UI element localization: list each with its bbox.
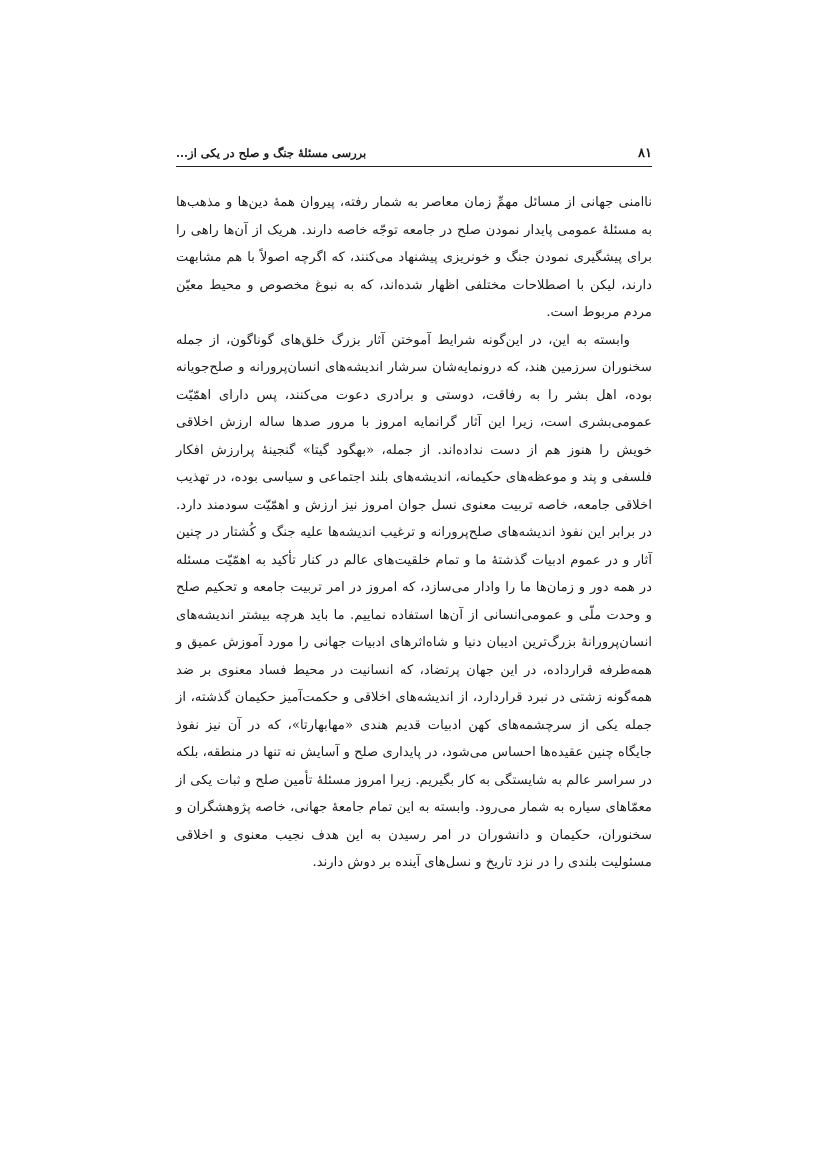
running-header bbox=[176, 140, 652, 168]
header-divider bbox=[176, 166, 652, 167]
page-number: ۸۱ bbox=[638, 146, 652, 161]
paragraph-2: وابسته به این، در این‌گونه شرایط آموختن آثار بزرگ خلق‌های گوناگون، از جمله سخنوران سرزمین هند، که درونمایه‌شان سرشار اندیشه‌های انسان‌پرورانه و صلح‌جویانه بوده، اهل بشر را به رفاقت، دوستی و برادری دعوت می‌کنند، پس دارای اهمّیّت عمومی‌بشری است، زیرا این آثار گرانمایه امروز با مرور صدها ساله ارزش اخلاقی خویش را هنوز هم از دست نداده‌اند. از جمله، «بهگود گیتا» گنجینهٔ پرارزش افکار فلسفی و پند و موعظه‌های حکیمانه، اندیشه‌های بلند اجتماعی و سیاسی بوده، در تهذیب اخلاقی جامعه، خاصه تربیت معنوی نسل جوان امروز نیز ارزش و اهمّیّت سودمند دارد. در برابر این نفوذ اندیشه‌های صلح‌پرورانه و ترغیب اندیشه‌ها علیه جنگ و کُشتار در چنین آثار و در عموم ادبیات گذشتهٔ ما و تمام خلقیت‌های عالم در کنار تأکید به اهمّیّت مسئله در همه دور و زمان‌ها ما را وادار می‌سازد، که امروز در امر تربیت جامعه و تحکیم صلح و وحدت ملّی و عمومی‌انسانی از آن‌ها استفاده نماییم. ما باید هرچه بیشتر اندیشه‌های انسان‌پرورانهٔ بزرگ‌ترین ادیبان دنیا و شاه‌اثرهای ادبیات جهانی را مورد آموزش عمیق و همه‌طرفه قرارداده، در این جهان پرتضاد، که انسانیت در محیط فساد معنوی بر ضد همه‌گونه زشتی در نبرد قراردارد، از اندیشه‌های اخلاقی و حکمت‌آمیز حکیمان گذشته، از جمله یکی از سرچشمه‌های کهن ادبیات قدیم هندی «مهابهارتا»، که در آن نیز نفوذ جایگاه چنین عقیده‌ها احساس می‌شود، در پایداری صلح و آسایش نه تنها در منطقه، بلکه در سراسر عالم به شایستگی به کار بگیریم. زیرا امروز مسئلهٔ تأمین صلح و ثبات یکی از معمّاهای سیاره به شمار می‌رود. وابسته به این تمام جامعهٔ جهانی، خاصه پژوهشگران و سخنوران، حکیمان و دانشوران در امر رسیدن به این هدف نجیب معنوی و اخلاقی مسئولیت بلندی را در نزد تاریخ و نسل‌های آینده بر دوش دارند. bbox=[176, 332, 652, 870]
paragraph-1: ناامنی جهانی از مسائل مهمِّ زمان معاصر به شمار رفته، پیروان همهٔ دین‌ها و مذهب‌ها به مسئلهٔ عمومی پایدار نمودن صلح در جامعه توجّه خاصه دارند. هریک از آن‌ها راهی را برای پیشگیری نمودن جنگ و خونریزی پیشنهاد می‌کنند، که اگرچه اصولاً با هم مشابهت دارند، لیکن با اصطلاحات مختلفی اظهار شده‌اند، که به نبوغ مخصوص و محیط معیّن مردم مربوط است. bbox=[176, 195, 652, 320]
body-text bbox=[176, 189, 652, 877]
running-title: بررسی مسئلهٔ جنگ و صلح در یکی از... bbox=[176, 146, 367, 160]
